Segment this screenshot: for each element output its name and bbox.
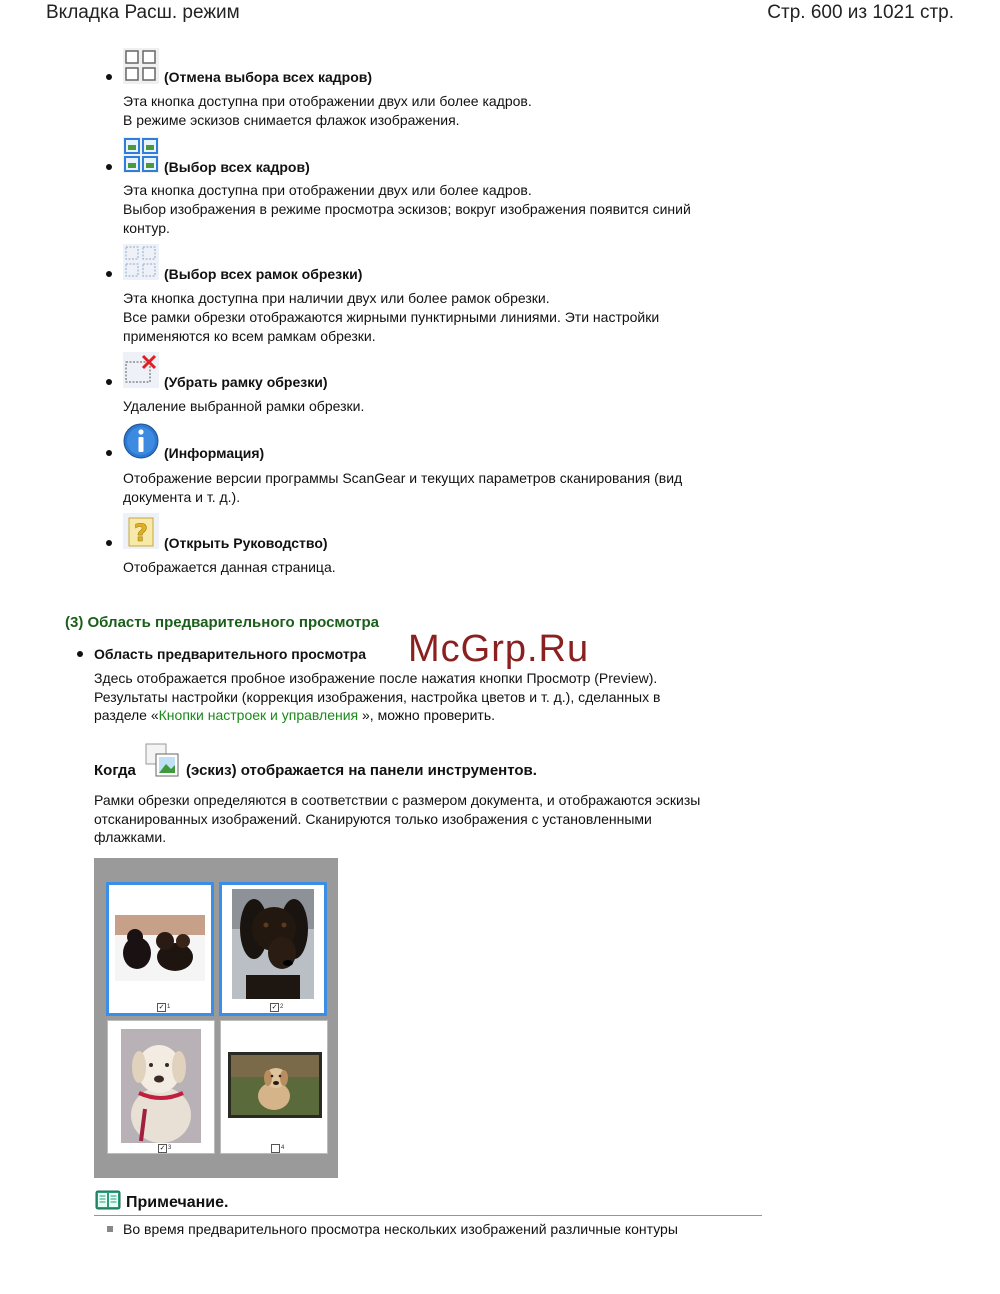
svg-text:?: ? — [134, 519, 148, 547]
frame-checkbox[interactable]: ✓ — [271, 1004, 278, 1011]
thumbnail-frame-3[interactable] — [107, 1020, 215, 1154]
bullet — [106, 450, 112, 456]
photo-two-dogs — [115, 915, 205, 981]
item-label: (Выбор всех кадров) — [164, 159, 310, 175]
settings-buttons-link[interactable]: Кнопки настроек и управления — [158, 707, 359, 723]
select-all-frames-icon[interactable] — [123, 137, 159, 173]
note-bullet — [107, 1226, 113, 1232]
frame-number: 2 — [280, 1004, 284, 1010]
thumbnail-heading-pre: Когда — [94, 762, 136, 779]
thumbnail-frame-1[interactable] — [106, 882, 214, 1016]
bullet — [106, 74, 112, 80]
item-label: (Информация) — [164, 445, 265, 461]
header-title: Вкладка Расш. режим — [46, 2, 240, 23]
note-text: Во время предварительного просмотра нескольких изображений различные контуры — [123, 1221, 678, 1237]
item-description: Отображение версии программы ScanGear и текущих параметров сканирования (вид документа и т. д.). — [123, 470, 683, 505]
section-title: (3) Область предварительного просмотра — [65, 614, 379, 631]
thumbnail-paragraph: Рамки обрезки определяются в соответствии с размером документа, и отображаются эскизы отсканированных изображений. Сканируются только изображения с установленными флажками. — [94, 792, 701, 845]
item-label: (Отмена выбора всех кадров) — [164, 69, 373, 85]
item-description: Отображается данная страница. — [123, 559, 336, 575]
item-description: Эта кнопка доступна при отображении двух или более кадров. В режиме эскизов снимается флажок изображения. — [123, 93, 532, 128]
frame-number: 1 — [167, 1004, 171, 1010]
item-description: Эта кнопка доступна при отображении двух или более кадров. Выбор изображения в режиме просмотра эскизов; вокруг изображения появится синий контур. — [123, 182, 691, 236]
item-label: (Открыть Руководство) — [164, 535, 328, 551]
bullet — [106, 164, 112, 170]
select-all-crop-frames-icon[interactable] — [123, 244, 159, 280]
thumbnail-frame-4[interactable] — [220, 1020, 328, 1154]
note-divider — [94, 1215, 762, 1216]
help-guide-icon[interactable] — [123, 513, 159, 549]
subsection-label: Область предварительного просмотра — [94, 646, 367, 662]
photo-labrador — [121, 1029, 201, 1143]
frame-number: 4 — [281, 1145, 285, 1151]
frame-number: 3 — [168, 1145, 172, 1151]
photo-dachshund — [232, 889, 314, 999]
thumbnail-heading-post: (эскиз) отображается на панели инструментов. — [186, 762, 537, 779]
info-icon[interactable] — [123, 423, 159, 459]
frame-checkbox[interactable]: ✓ — [158, 1004, 165, 1011]
item-label: (Выбор всех рамок обрезки) — [164, 266, 363, 282]
note-title: Примечание. — [126, 1194, 229, 1211]
thumbnail-frame-2[interactable] — [219, 882, 327, 1016]
watermark: McGrp.Ru — [408, 628, 590, 670]
item-description: Эта кнопка доступна при наличии двух или более рамок обрезки. Все рамки обрезки отображаются жирными пунктирными линиями. Эти настройки применяются ко всем рамкам обрезки. — [123, 290, 660, 344]
deselect-all-frames-icon[interactable] — [123, 48, 159, 84]
photo-dog-outdoors — [228, 1052, 322, 1118]
section-paragraph: Здесь отображается пробное изображение после нажатия кнопки Просмотр (Preview). Результаты настройки (коррекция изображения, настройка цветов и т. д.), сделанных в разделе «Кнопки настроек и управления », можно проверить. — [94, 670, 661, 723]
frame-checkbox[interactable]: ✓ — [159, 1145, 166, 1152]
page-counter: Стр. 600 из 1021 стр. — [767, 2, 954, 23]
item-label: (Убрать рамку обрезки) — [164, 374, 328, 390]
bullet — [106, 540, 112, 546]
remove-crop-frame-icon[interactable] — [123, 352, 159, 388]
bullet — [77, 651, 83, 657]
note-book-icon — [95, 1190, 121, 1210]
bullet — [106, 379, 112, 385]
thumbnail-icon — [144, 742, 180, 778]
frame-checkbox[interactable] — [271, 1144, 280, 1153]
bullet — [106, 271, 112, 277]
preview-area[interactable] — [94, 858, 338, 1178]
item-description: Удаление выбранной рамки обрезки. — [123, 398, 365, 414]
